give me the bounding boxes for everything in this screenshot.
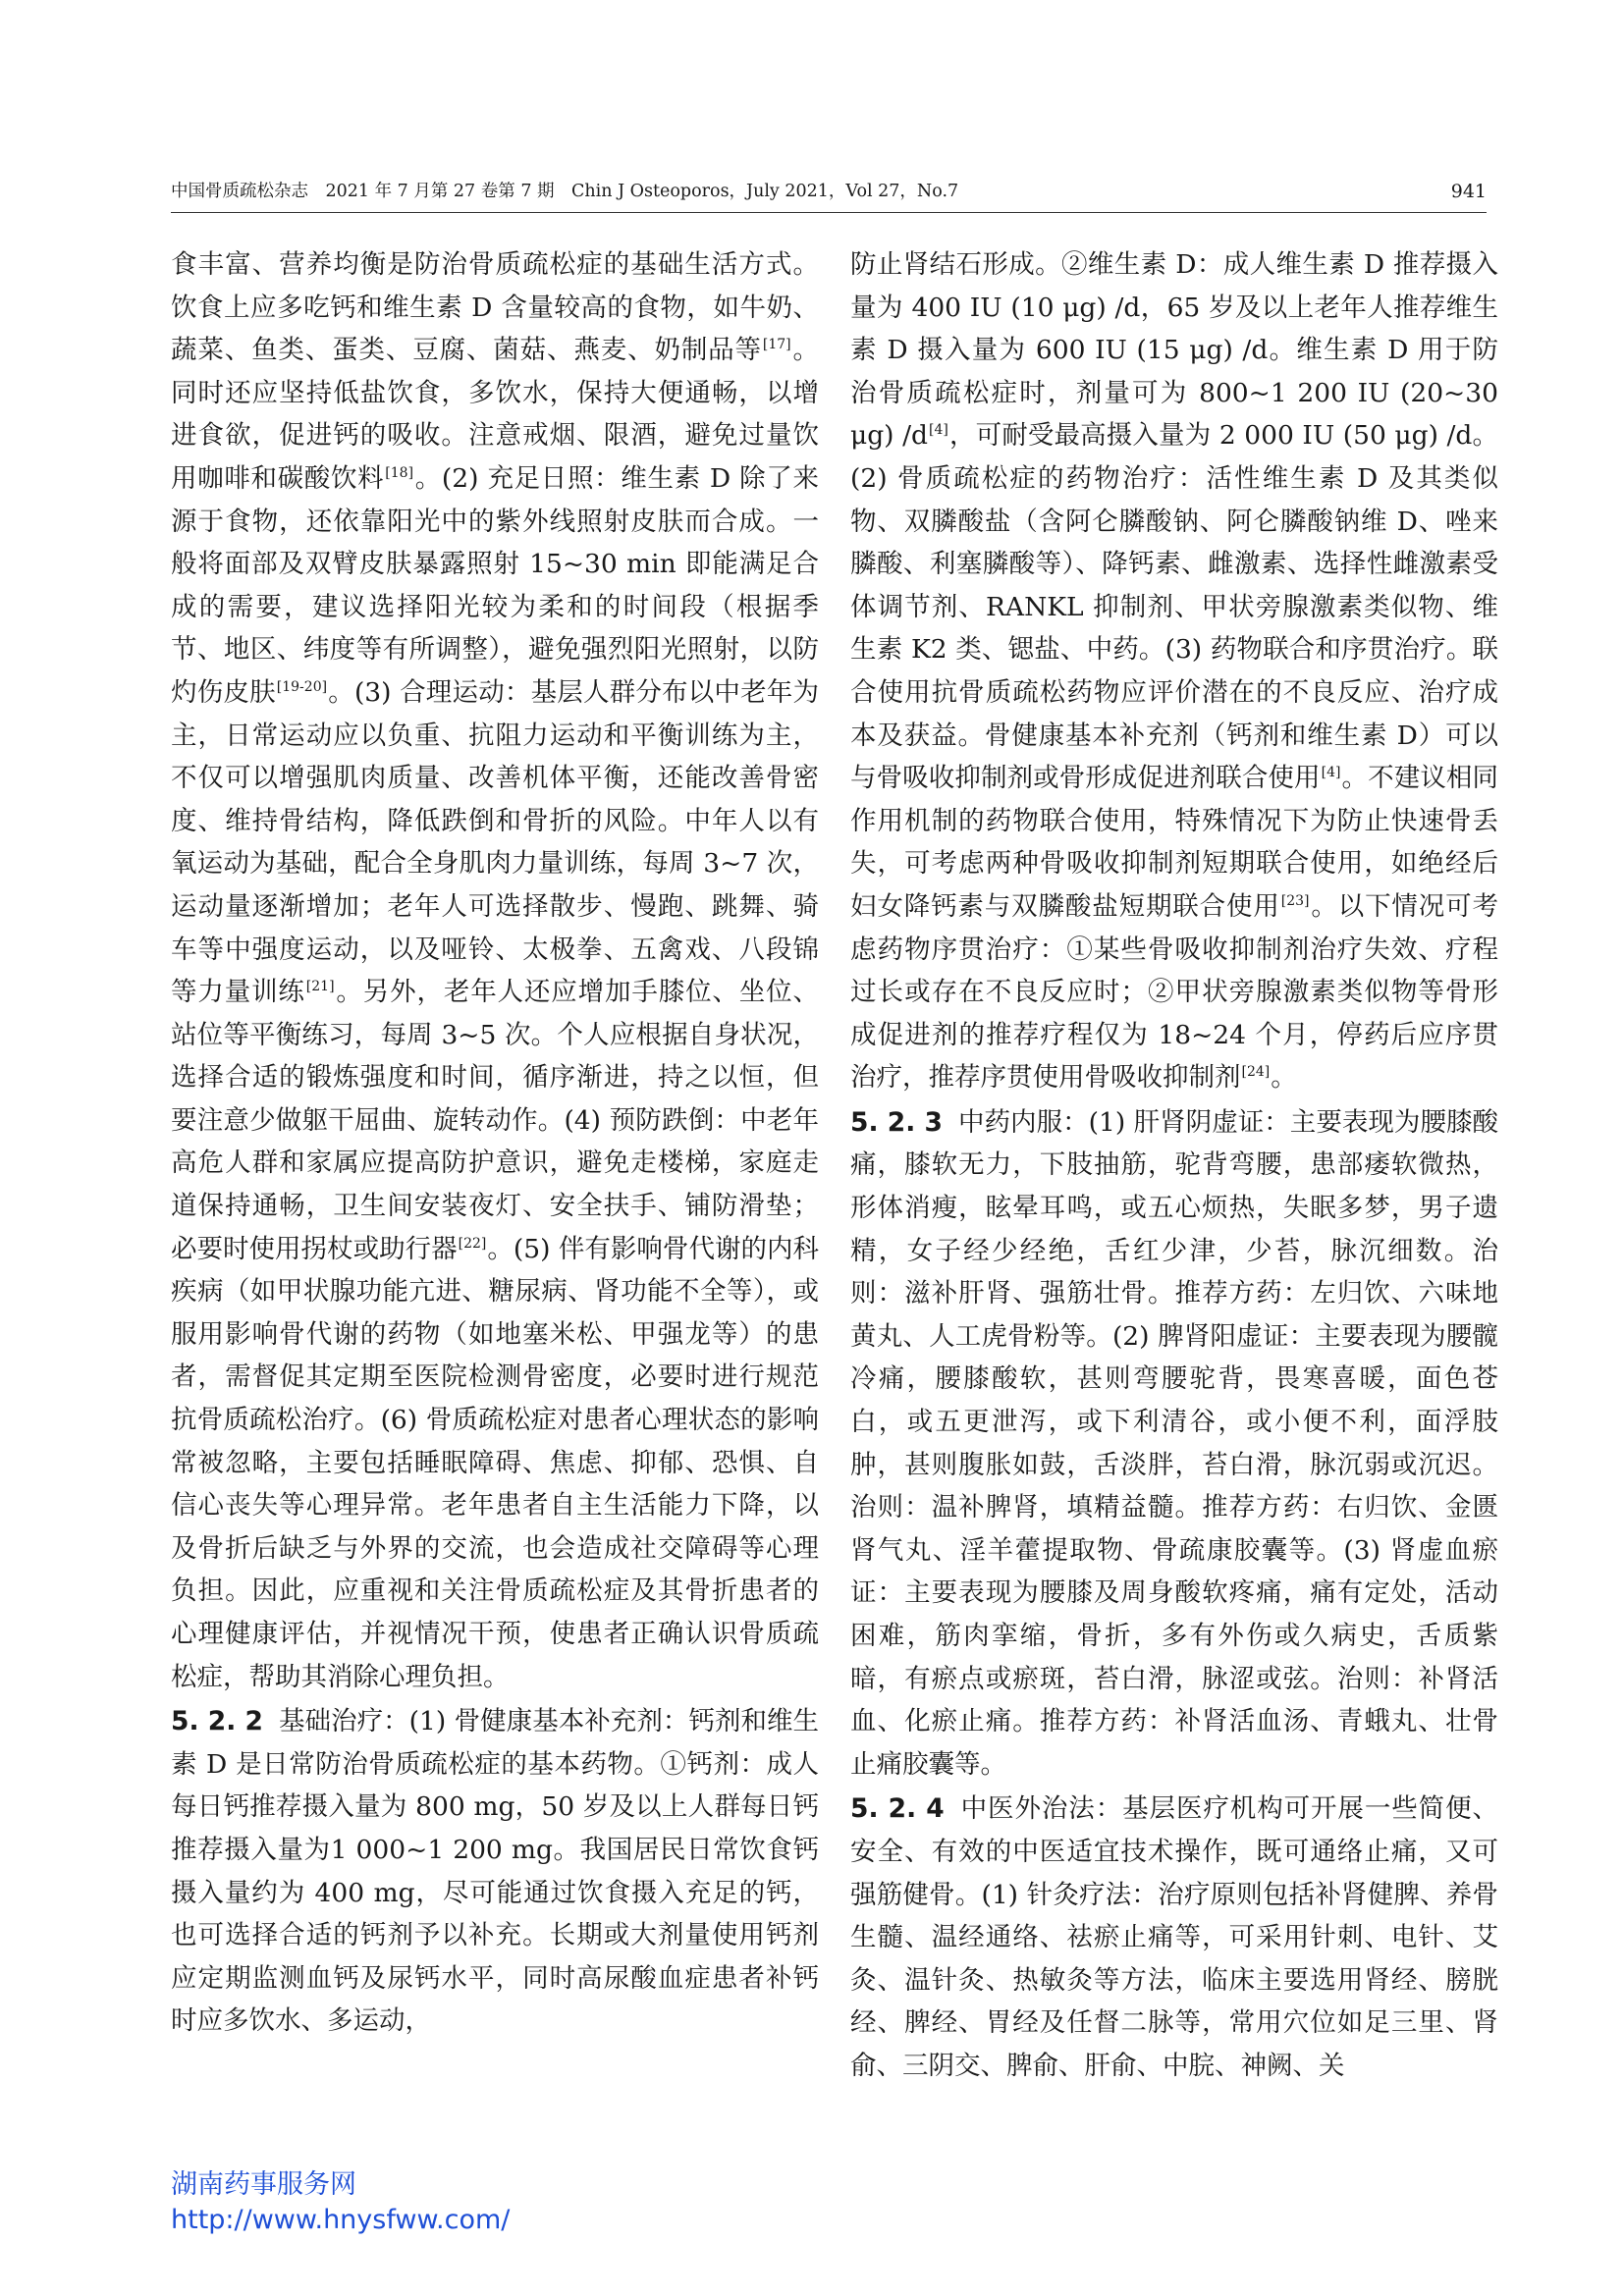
journal-citation-line: 中国骨质疏松杂志 2021 年 7 月第 27 卷第 7 期 Chin J Osteoporos，July 2021，Vol 27，No.7 bbox=[171, 182, 959, 201]
text-run: 。(3) 合理运动：基层人群分布以中老年为主，日常运动应以负重、抗阻力运动和平衡训练为主，不仅可以增强肌肉质量、改善机体平衡，还能改善骨密度、维持骨结构，降低跌倒和骨折的风险。中年人以有氧运动为基础，配合全身肌肉力量训练，每周 3~7 次，运动量逐渐增加；老年人可选择散步、慢跑、跳舞、骑车等中强度运动，以及哑铃、太极拳、五禽戏、八段锦等力量训练 bbox=[171, 676, 820, 1008]
text-run: 。同时还应坚持低盐饮食，多饮水，保持大便通畅，以增进食欲，促进钙的吸收。注意戒烟、限酒，避免过量饮用咖啡和碳酸饮料 bbox=[171, 335, 820, 494]
citation-ref: [23] bbox=[1280, 892, 1310, 909]
text-run: 食丰富、营养均衡是防治骨质疏松症的基础生活方式。饮食上应多吃钙和维生素 D 含量较高的食物，如牛奶、蔬菜、鱼类、蛋类、豆腐、菌菇、燕麦、奶制品等 bbox=[171, 249, 819, 366]
watermark-url: http://www.hnysfww.com/ bbox=[171, 2205, 511, 2235]
text-run: 。(5) 伴有影响骨代谢的内科疾病（如甲状腺功能亢进、糖尿病、肾功能不全等），或服用影响骨代谢的药物（如地塞米松、甲强龙等）的患者，需督促其定期至医院检测骨密度，必要时进行规范抗骨质疏松治疗。(6) 骨质疏松症对患者心理状态的影响常被忽略，主要包括睡眠障碍、焦虑、抑郁、恐惧、自信心丧失等心理异常。老年患者自主生活能力下降，以及骨折后缺乏与外界的交流，也会造成社交障碍等心理负担。因此，应重视和关注骨质疏松症及其骨折患者的心理健康评估，并视情况干预，使患者正确认识骨质疏松症，帮助其消除心理负担。 bbox=[171, 1233, 819, 1692]
right-column bbox=[850, 243, 1498, 2088]
running-header bbox=[171, 175, 1487, 208]
citation-ref: [21] bbox=[305, 979, 335, 995]
body-paragraph bbox=[171, 243, 819, 1698]
text-run: 。另外，老年人还应增加手膝位、坐位、站位等平衡练习，每周 3~5 次。个人应根据自身状况，选择合适的锻炼强度和时间，循序渐进，持之以恒，但要注意少做躯干屈曲、旋转动作。(4) 预防跌倒：中老年高危人群和家属应提高防护意识，避免走楼梯，家庭走道保持通畅，卫生间安装夜灯、安全扶手、铺防滑垫；必要时使用拐杖或助行器 bbox=[171, 977, 820, 1264]
text-run: 。(2) 充足日照：维生素 D 除了来源于食物，还依靠阳光中的紫外线照射皮肤而合成。一般将面部及双臂皮肤暴露照射 15~30 min 即能满足合成的需要，建议选择阳光较为柔和的时间段（根据季节、地区、纬度等有所调整），避免强烈阳光照射，以防灼伤皮肤 bbox=[171, 462, 820, 708]
text-run: 中药内服：(1) 肝肾阴虚证：主要表现为腰膝酸痛，膝软无力，下肢抽筋，驼背弯腰，患部痿软微热，形体消瘦，眩晕耳鸣，或五心烦热，失眠多梦，男子遗精，女子经少经绝，舌红少津，少苔，脉沉细数。治则：滋补肝肾、强筋壮骨。推荐方药：左归饮、六味地黄丸、人工虎骨粉等。(2) 脾肾阳虚证：主要表现为腰髋冷痛，腰膝酸软，甚则弯腰驼背，畏寒喜暖，面色苍白，或五更泄泻，或下利清谷，或小便不利，面浮肢肿，甚则腹胀如鼓，舌淡胖，苔白滑，脉沉弱或沉迟。治则：温补脾肾，填精益髓。推荐方药：右归饮、金匮肾气丸、淫羊藿提取物、骨疏康胶囊等。(3) 肾虚血瘀证：主要表现为腰膝及周身酸软疼痛，痛有定处，活动困难，筋肉挛缩，骨折，多有外伤或久病史，舌质紫暗，有瘀点或瘀斑，苔白滑，脉涩或弦。治则：补肾活血、化瘀止痛。推荐方药：补肾活血汤、青蛾丸、壮骨止痛胶囊等。 bbox=[850, 1106, 1498, 1780]
text-run: 中医外治法：基层医疗机构可开展一些简便、安全、有效的中医适宜技术操作，既可通络止痛，又可强筋健骨。(1) 针灸疗法：治疗原则包括补肾健脾、养骨生髓、温经通络、祛瘀止痛等，可采用针刺、电针、艾灸、温针灸、热敏灸等方法，临床主要选用肾经、膀胱经、脾经、胃经及任督二脉等，常用穴位如足三里、肾俞、三阴交、脾俞、肝俞、中脘、神阙、关 bbox=[850, 1793, 1499, 2081]
text-run: 基础治疗：(1) 骨健康基本补充剂：钙剂和维生素 D 是日常防治骨质疏松症的基本药物。①钙剂：成人每日钙推荐摄入量为 800 mg，50 岁及以上人群每日钙推荐摄入量为1 000~1 200 mg。我国居民日常饮食钙摄入量约为 400 mg，尽可能通过饮食摄入充足的钙，也可选择合适的钙剂予以补充。长期或大剂量使用钙剂应定期监测血钙及尿钙水平，同时高尿酸血症患者补钙时应多饮水、多运动， bbox=[171, 1706, 819, 2037]
section-number: 5. 2. 3 bbox=[850, 1106, 943, 1138]
section-number: 5. 2. 2 bbox=[171, 1706, 263, 1737]
citation-ref: [17] bbox=[762, 337, 791, 353]
left-column bbox=[171, 243, 819, 2043]
citation-ref: [22] bbox=[458, 1235, 487, 1252]
citation-ref: [18] bbox=[385, 464, 414, 481]
site-watermark bbox=[171, 2167, 510, 2238]
citation-ref: [19-20] bbox=[276, 678, 328, 695]
text-run: 。 bbox=[1271, 1062, 1297, 1094]
section-number: 5. 2. 4 bbox=[850, 1793, 945, 1825]
text-run: 。不建议相同作用机制的药物联合使用，特殊情况下为防止快速骨丢失，可考虑两种骨吸收抑制剂短期联合使用，如绝经后妇女降钙素与双膦酸盐短期联合使用 bbox=[850, 763, 1499, 922]
text-run: 防止肾结石形成。②维生素 D：成人维生素 D 推荐摄入量为 400 IU (10 μg) /d，65 岁及以上老年人推荐维生素 D 摄入量为 600 IU (15 μg) /d。维生素 D 用于防治骨质疏松症时，剂量可为 800~1 200 IU (20~30 μg) /d bbox=[850, 249, 1498, 452]
header-rule bbox=[171, 212, 1487, 213]
watermark-site-name: 湖南药事服务网 bbox=[171, 2169, 356, 2200]
citation-ref: [4] bbox=[1321, 765, 1341, 781]
section-paragraph bbox=[850, 1788, 1498, 2087]
citation-ref: [4] bbox=[928, 422, 948, 439]
section-paragraph bbox=[850, 1101, 1498, 1787]
section-paragraph bbox=[171, 1700, 819, 2043]
text-run: ，可耐受最高摄入量为 2 000 IU (50 μg) /d。(2) 骨质疏松症的药物治疗：活性维生素 D 及其类似物、双膦酸盐（含阿仑膦酸钠、阿仑膦酸钠维 D、唑来膦酸、利塞膦酸等）、降钙素、雌激素、选择性雌激素受体调节剂、RANKL 抑制剂、甲状旁腺激素类似物、维生素 K2 类、锶盐、中药。(3) 药物联合和序贯治疗。联合使用抗骨质疏松药物应评价潜在的不良反应、治疗成本及获益。骨健康基本补充剂（钙剂和维生素 D）可以与骨吸收抑制剂或骨形成促进剂联合使用 bbox=[850, 420, 1498, 794]
page-number: 941 bbox=[1450, 181, 1487, 202]
citation-ref: [24] bbox=[1241, 1064, 1271, 1081]
body-paragraph bbox=[850, 243, 1498, 1099]
text-run: 。以下情况可考虑药物序贯治疗：①某些骨吸收抑制剂治疗失效、疗程过长或存在不良反应时；②甲状旁腺激素类似物等骨形成促进剂的推荐疗程仅为 18~24 个月，停药后应序贯治疗，推荐序贯使用骨吸收抑制剂 bbox=[850, 890, 1499, 1094]
